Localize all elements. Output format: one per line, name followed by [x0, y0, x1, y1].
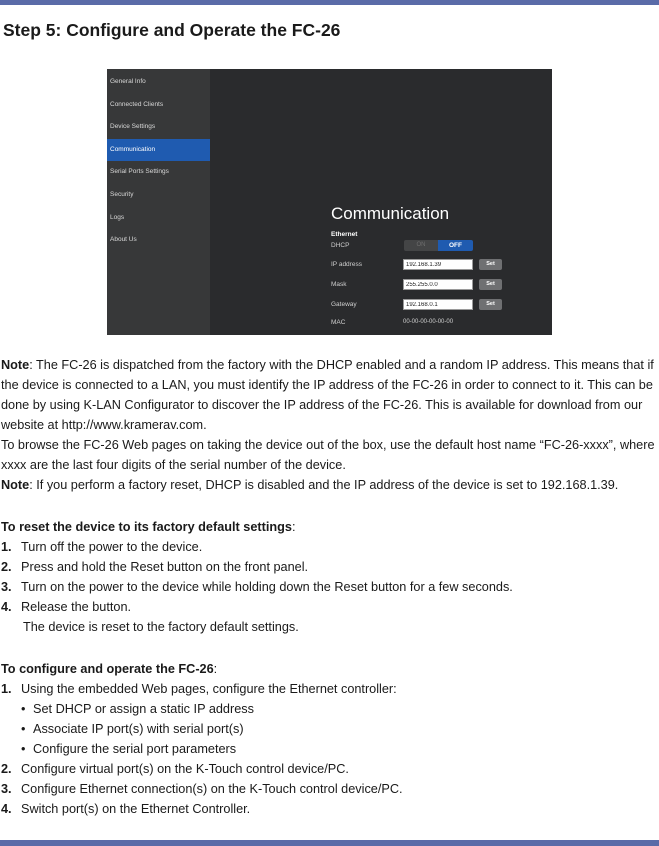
ip-set-button[interactable]: Set — [479, 259, 502, 270]
browse-line2: xxxx are the last four digits of the serial number of the device. — [1, 458, 346, 472]
sidebar-item-logs[interactable]: Logs — [110, 213, 125, 221]
dhcp-label: DHCP — [331, 242, 350, 249]
note1-line3: done by using K-LAN Configurator to discover the IP address of the FC-26. This is available for download from our — [1, 398, 643, 412]
ethernet-section-label: Ethernet — [331, 231, 358, 238]
mac-value: 00-00-00-00-00-00 — [403, 319, 454, 325]
web-ui-screenshot — [107, 69, 552, 335]
bullet-item: • Associate IP port(s) with serial port(s) — [21, 722, 244, 736]
bullet-item: • Set DHCP or assign a static IP address — [21, 702, 254, 716]
sidebar-item-general-info[interactable]: General Info — [110, 78, 146, 85]
sidebar-item-connected-clients[interactable]: Connected Clients — [110, 100, 164, 108]
panel-title: Communication — [331, 204, 450, 223]
mac-label: MAC — [331, 319, 346, 326]
sidebar-item-communication[interactable]: Communication — [107, 139, 210, 162]
configure-heading: To configure and operate the FC-26: — [1, 662, 218, 676]
mask-set-button[interactable]: Set — [479, 279, 502, 290]
dhcp-off-option[interactable]: OFF — [438, 240, 473, 251]
list-item: 3. Configure Ethernet connection(s) on the K-Touch control device/PC. — [1, 782, 403, 796]
top-rule — [0, 0, 659, 5]
dhcp-toggle[interactable] — [404, 240, 473, 251]
list-item: 1. Using the embedded Web pages, configure the Ethernet controller: — [1, 682, 397, 696]
dhcp-on-option[interactable]: ON — [404, 240, 438, 251]
gateway-set-button[interactable]: Set — [479, 299, 502, 310]
note1-line2: the device is connected to a LAN, you must identify the IP address of the FC-26 in order to connect to it. This can be — [1, 378, 653, 392]
body-text — [1, 355, 657, 819]
list-item: 4. Switch port(s) on the Ethernet Controller. — [1, 802, 251, 816]
list-item: 4. Release the button. — [1, 600, 132, 614]
gateway-input[interactable] — [403, 299, 473, 310]
ip-address-input[interactable] — [403, 259, 473, 270]
list-item: 2. Configure virtual port(s) on the K-Touch control device/PC. — [1, 762, 349, 776]
webui-sidebar — [107, 69, 210, 335]
note1-line1: Note: The FC-26 is dispatched from the factory with the DHCP enabled and a random IP address. This means that if — [1, 358, 654, 372]
mask-input[interactable] — [403, 279, 473, 290]
note2-label: Note — [1, 478, 30, 492]
sidebar-item-serial-ports-settings[interactable]: Serial Ports Settings — [110, 168, 169, 176]
page-title: Step 5: Configure and Operate the FC-26 — [3, 20, 341, 40]
reset-result: The device is reset to the factory default settings. — [23, 620, 299, 634]
note1-line4[interactable]: website at http://www.kramerav.com. — [1, 418, 207, 432]
mask-label: Mask — [331, 281, 347, 288]
list-item: 2. Press and hold the Reset button on the front panel. — [1, 560, 309, 574]
list-item: 3. Turn on the power to the device while holding down the Reset button for a few seconds. — [1, 580, 513, 594]
sidebar-item-security[interactable]: Security — [110, 190, 134, 198]
list-item: 1. Turn off the power to the device. — [1, 540, 203, 554]
browse-line1: To browse the FC-26 Web pages on taking the device out of the box, use the default host name “FC-26-xxxx”, where — [1, 438, 655, 452]
reset-heading: To reset the device to its factory default settings: — [1, 520, 296, 534]
sidebar-item-about-us[interactable]: About Us — [110, 236, 137, 244]
note2: Note: If you perform a factory reset, DHCP is disabled and the IP address of the device is set to 192.168.1.39. — [1, 478, 619, 492]
note1-label: Note — [1, 358, 30, 372]
ip-address-label: IP address — [331, 261, 362, 268]
bottom-rule — [0, 840, 659, 846]
sidebar-item-device-settings[interactable]: Device Settings — [110, 123, 156, 131]
gateway-label: Gateway — [331, 301, 357, 308]
bullet-item: • Configure the serial port parameters — [21, 742, 237, 756]
